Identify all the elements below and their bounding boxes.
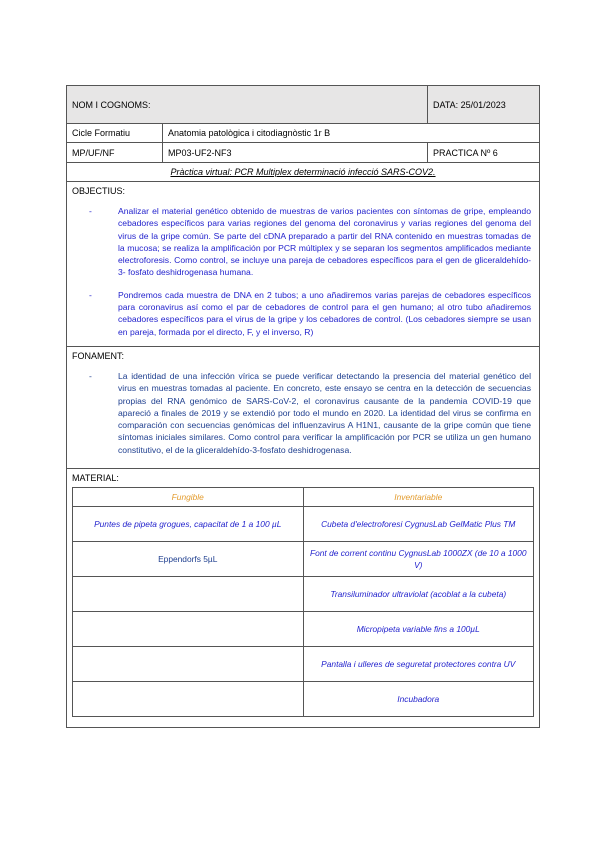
material-table [72, 487, 534, 717]
mp-row [67, 143, 539, 163]
practica-label: PRACTICA Nº 6 [433, 147, 498, 158]
date-label: DATA: 25/01/2023 [433, 99, 506, 110]
cicle-label: Cicle Formatiu [67, 124, 163, 142]
material-label: MATERIAL: [72, 473, 119, 484]
list-item: - La identidad de una infección vírica se puede verificar detectando la presencia del material genético del virus en muestras tomadas al paciente. En concreto, este ensayo se centra en la detección de secuencias propias del RNA genómico de SARS-CoV-2, el coronavirus causante de la pandemia COVID-19 que apareció a finales de 2019 y se extendió por todo el mundo en 2020. La identidad del virus se confirma en comparación con secuencias genómicas del influenzavirus A H1N1, causante de la gripe común que tiene síntomas iniciales similares. Como control para verificar la amplificación por PCR se utiliza un gen humano constitutivo, el de la gliceraldehído-3-fosfato deshidrogenasa. [89, 370, 531, 455]
objectius-section [67, 182, 539, 347]
mp-label: MP/UF/NF [67, 143, 163, 162]
name-label: NOM I COGNOMS: [67, 86, 428, 123]
table-row: Transiluminador ultraviolat (acoblat a la cubeta) [73, 577, 534, 612]
mp-value: MP03-UF2-NF3 [163, 143, 428, 162]
table-row: Pantalla i ulleres de seguretat protectores contra UV [73, 647, 534, 682]
table-row: Incubadora [73, 682, 534, 717]
material-section [67, 469, 539, 727]
practice-document [66, 85, 540, 728]
table-row: Micropipeta variable fins a 100µL [73, 612, 534, 647]
fonament-label: FONAMENT: [72, 350, 125, 361]
cicle-row [67, 124, 539, 143]
table-row: Eppendorfs 5µL Font de corrent continu CygnusLab 1000ZX (de 10 a 1000 V) [73, 542, 534, 577]
title-row [67, 163, 539, 182]
table-row: Puntes de pipeta grogues, capacitat de 1 a 100 µL Cubeta d'electroforesi CygnusLab GelMatic Plus TM [73, 507, 534, 542]
list-item: - Pondremos cada muestra de DNA en 2 tubos; a uno añadiremos varias parejas de cebadores específicos para coronavirus así como el par de cebadores de control para el gen humano; al otro tubo añadiremos cebadores específicos para el virus de la gripe y los cebadores de control. (Los cebadores siempre se usan en pareja, formada por el directo, F, y el inverso, R) [89, 289, 531, 337]
page-title: Pràctica virtual: PCR Multiplex determinació infecció SARS-COV2. [170, 167, 436, 177]
fonament-section [67, 347, 539, 469]
name-row [67, 86, 539, 124]
table-header: Fungible [73, 488, 304, 507]
cicle-value: Anatomia patològica i citodiagnòstic 1r B [168, 128, 331, 138]
list-item: - Analizar el material genético obtenido de muestras de varios pacientes con síntomas de gripe, empleando cebadores específicos para varias regiones del genoma del coronavirus y varias regiones del genoma del virus de la gripe común. Se parte del cDNA preparado a partir del RNA contenido en muestras tomadas de la mucosa; se realiza la amplificación por PCR múltiplex y se separan los segmentos amplificados mediante electroforesis. Como control, se incluye una pareja de cebadores específicos para el gen de gliceraldehído-3- fosfato deshidrogenasa humana. [89, 206, 531, 278]
table-header: Inventariable [303, 488, 534, 507]
objectius-label: OBJECTIUS: [72, 186, 126, 196]
